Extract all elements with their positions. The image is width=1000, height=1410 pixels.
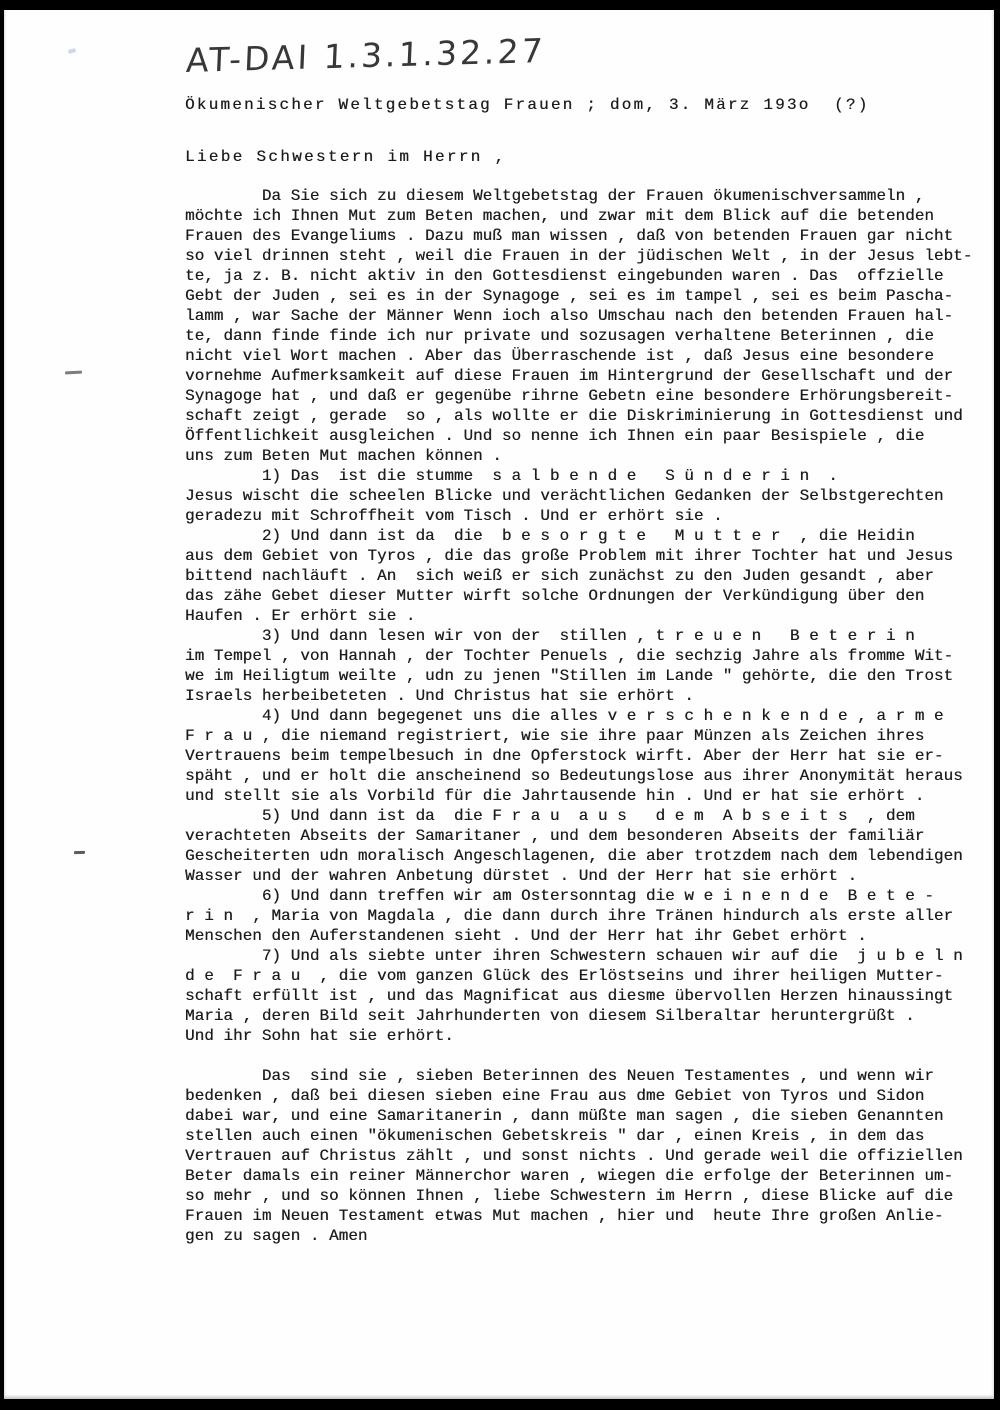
typed-line: we im Heiligtum weilte , udn zu jenen "Stillen im Lande " gehörte, die den Trost xyxy=(185,667,954,685)
typed-line: Frauen des Evangeliums . Dazu muß man wissen , daß von betenden Frauen gar nicht xyxy=(185,227,954,245)
archive-signature-handwritten: AT-DAI 1.3.1.32.27 xyxy=(185,30,547,81)
typed-line: Das sind sie , sieben Beterinnen des Neuen Testamentes , und wenn wir xyxy=(185,1067,934,1085)
typed-line: Beter damals ein reiner Männerchor waren , wiegen die erfolge der Beterinnen um- xyxy=(185,1167,954,1185)
typed-line: bittend nachläuft . An sich weiß er sich zunächst zu den Juden gesandt , aber xyxy=(185,567,934,585)
typed-line: Menschen den Auferstandenen sieht . Und der Herr hat ihr Gebet erhört . xyxy=(185,927,867,945)
typed-line: Vertrauens beim tempelbesuch in dne Opferstock wirft. Aber der Herr hat sie er- xyxy=(185,747,944,765)
typed-line: lamm , war Sache der Männer Wenn ioch also Umschau nach den betenden Frauen hal- xyxy=(185,307,954,325)
typed-line: Öffentlichkeit ausgleichen . Und so nenne ich Ihnen ein paar Besispiele , die xyxy=(185,427,925,445)
typed-line: Und ihr Sohn hat sie erhört. xyxy=(185,1027,454,1045)
pen-dash-mark xyxy=(74,851,85,854)
typed-line: nicht viel Wort machen . Aber das Überraschende ist , daß Jesus eine besondere xyxy=(185,347,934,365)
typed-line: Frauen im Neuen Testament etwas Mut machen , hier und heute Ihre großen Anlie- xyxy=(185,1207,944,1225)
letter-body xyxy=(185,186,994,1246)
typed-line: 4) Und dann begegenet uns die alles v e r s c h e n k e n d e , a r m e xyxy=(185,707,944,725)
paper-sheet xyxy=(4,10,994,1399)
typed-line: 3) Und dann lesen wir von der stillen , t r e u e n B e t e r i n xyxy=(185,627,915,645)
typed-line: 2) Und dann ist da die b e s o r g t e M u t t e r , die Heidin xyxy=(185,527,915,545)
typed-line: Da Sie sich zu diesem Weltgebetstag der Frauen ökumenischversammeln , xyxy=(185,187,925,205)
typed-line: späht , und er holt die anscheinend so Bedeutungslose aus ihrer Anonymität heraus xyxy=(185,767,963,785)
typed-line: Synagoge hat , und daß er gegenübe rihrne Gebetn eine besondere Erhörungsbereit- xyxy=(185,387,954,405)
typed-line: schaft erfüllt ist , und das Magnificat aus diesme übervollen Herzen hinaussingt xyxy=(185,987,954,1005)
typed-line: Gebt der Juden , sei es in der Synagoge , sei es im tampel , sei es beim Pascha- xyxy=(185,287,954,305)
typed-line: geradezu mit Schroffheit vom Tisch . Und er erhört sie . xyxy=(185,507,723,525)
typed-line: bedenken , daß bei diesen sieben eine Frau aus dme Gebiet von Tyros und Sidon xyxy=(185,1087,925,1105)
typed-line: 1) Das ist die stumme s a l b e n d e S ü n d e r i n . xyxy=(185,467,838,485)
typed-line: 5) Und dann ist da die F r a u a u s d e m A b s e i t s , dem xyxy=(185,807,915,825)
typed-line: F r a u , die niemand registriert, wie sie ihre paar Münzen als Zeichen ihres xyxy=(185,727,925,745)
typed-line xyxy=(185,1046,994,1066)
typed-line: möchte ich Ihnen Mut zum Beten machen, und zwar mit dem Blick auf die betenden xyxy=(185,207,934,225)
paper-speck xyxy=(68,48,77,54)
typed-line: vornehme Aufmerksamkeit auf diese Frauen im Hintergrund der Gesellschaft und der xyxy=(185,367,954,385)
typed-line: 6) Und dann treffen wir am Ostersonntag die w e i n e n d e B e t e - xyxy=(185,887,934,905)
typed-line: te, ja z. B. nicht aktiv in den Gottesdienst eingebunden waren . Das offzielle xyxy=(185,267,944,285)
typed-line: dabei war, und eine Samaritanerin , dann müßte man sagen , die sieben Genannten xyxy=(185,1107,944,1125)
typed-line: das zähe Gebet dieser Mutter wirft solche Ordnungen der Verkündigung über den xyxy=(185,587,925,605)
typed-line: Vertrauen auf Christus zählt , und sonst nichts . Und gerade weil die offiziellen xyxy=(185,1147,963,1165)
salutation: Liebe Schwestern im Herrn , xyxy=(185,148,507,166)
typed-line: Maria , deren Bild seit Jahrhunderten von diesem Silberaltar heruntergrüßt . xyxy=(185,1007,915,1025)
typed-line: te, dann finde finde ich nur private und sozusagen verhaltene Beterinnen , die xyxy=(185,327,934,345)
typed-line: aus dem Gebiet von Tyros , die das große Problem mit ihrer Tochter hat und Jesus xyxy=(185,547,954,565)
typed-line: Israels herbeibeteten . Und Christus hat sie erhört . xyxy=(185,687,694,705)
typed-line: so viel drinnen steht , weil die Frauen in der jüdischen Welt , in der Jesus lebt- xyxy=(185,247,973,265)
typed-line: Haufen . Er erhört sie . xyxy=(185,607,416,625)
typed-line: d e F r a u , die vom ganzen Glück des Erlöstseins und ihrer heiligen Mutter- xyxy=(185,967,944,985)
typed-line: so mehr , und so können Ihnen , liebe Schwestern im Herrn , diese Blicke auf die xyxy=(185,1187,954,1205)
typed-line: stellen auch einen "ökumenischen Gebetskreis " dar , einen Kreis , in dem das xyxy=(185,1127,925,1145)
typed-line: r i n , Maria von Magdala , die dann durch ihre Tränen hindurch als erste aller xyxy=(185,907,954,925)
typed-line: im Tempel , von Hannah , der Tochter Penuels , die sechzig Jahre als fromme Wit- xyxy=(185,647,954,665)
pen-dash-mark xyxy=(65,371,82,375)
typed-line: schaft zeigt , gerade so , als wollte er die Diskriminierung in Gottesdienst und xyxy=(185,407,963,425)
typed-line: uns zum Beten Mut machen können . xyxy=(185,447,502,465)
typed-line: und stellt sie als Vorbild für die Jahrtausende hin . Und er hat sie erhört . xyxy=(185,787,925,805)
typed-line: Gescheiterten udn moralisch Angeschlagenen, die aber trotzdem nach dem lebendigen xyxy=(185,847,963,865)
typed-line: gen zu sagen . Amen xyxy=(185,1227,368,1245)
typed-line: Wasser und der wahren Anbetung dürstet . Und der Herr hat sie erhört . xyxy=(185,867,858,885)
typed-line: verachteten Abseits der Samaritaner , und dem besonderen Abseits der familiär xyxy=(185,827,925,845)
document-title: Ökumenischer Weltgebetstag Frauen ; dom, 3. März 193o (?) xyxy=(185,96,870,114)
typed-line: 7) Und als siebte unter ihren Schwestern schauen wir auf die j u b e l n xyxy=(185,947,963,965)
typed-line: Jesus wischt die scheelen Blicke und verächtlichen Gedanken der Selbstgerechten xyxy=(185,487,944,505)
